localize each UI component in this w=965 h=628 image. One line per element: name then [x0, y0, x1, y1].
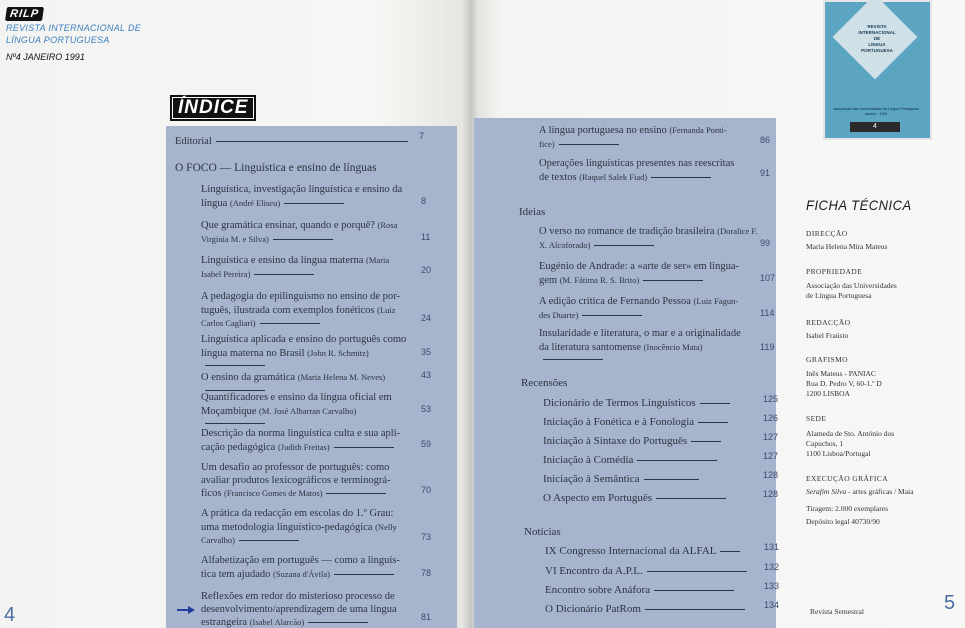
ficha-value: Alameda de Sto. António dos [806, 429, 895, 438]
masthead-line2: LÍNGUA PORTUGUESA [6, 35, 110, 45]
leader-line [691, 441, 721, 442]
toc-entry-line [201, 254, 416, 268]
page-number: 133 [764, 581, 780, 591]
cover-thumbnail [823, 0, 932, 140]
toc-entry-author: (Suzana d'Ávila) [273, 568, 331, 579]
toc-entry-author: (Nelly [375, 521, 397, 532]
toc-entry-line [201, 616, 416, 628]
leader-line [720, 551, 740, 552]
toc-entry-author: des Duarte) [539, 309, 579, 320]
leader-line [700, 403, 730, 404]
toc-entry-line [201, 334, 416, 347]
toc-entry-line [539, 138, 759, 152]
toc-entry-text: Dicionário de Termos Linguísticos [543, 397, 696, 409]
leader-line [543, 359, 603, 360]
ficha-value: Isabel Fraústo [806, 331, 849, 340]
toc-entry-author: Virgínia M. e Silva) [201, 233, 269, 244]
leader-line [559, 144, 619, 145]
page-number: 132 [764, 562, 780, 572]
leader-line [582, 315, 642, 316]
leader-line [334, 447, 394, 448]
toc-entry-text: Moçambique [201, 405, 257, 417]
ficha-value: de Língua Portuguesa [806, 291, 872, 300]
toc-entry-text: de textos [539, 171, 577, 183]
leader-line [644, 479, 699, 480]
toc-entry-line [201, 428, 416, 441]
toc-entry-line [201, 568, 416, 582]
ficha-value [806, 487, 913, 497]
toc-entry[interactable] [545, 603, 745, 616]
cover-title-line: LÍNGUA [868, 42, 886, 47]
cover-issue-number: 4 [850, 122, 900, 132]
toc-entry-line [201, 508, 416, 521]
toc-entry-author: Carvalho) [201, 535, 235, 545]
toc-entry-line [201, 405, 416, 431]
ficha-value: Associação das Universidades [806, 281, 897, 290]
toc-entry[interactable] [543, 416, 728, 429]
toc-entry-line [201, 487, 416, 501]
toc-entry-text: A prática da redacção em escolas do 1.º Grau: [201, 508, 394, 519]
toc-entry-line [201, 197, 416, 211]
toc-entry-text: Alfabetização em português — como a linguís- [201, 555, 400, 566]
toc-entry-line [201, 392, 416, 405]
toc-entry-author: (Doralice F. X. Alcoforado) [539, 226, 758, 250]
ficha-value: Rua D. Pedro V, 60-1.º D [806, 379, 882, 388]
toc-entry-author: (M. Fátima R. S. Brito) [559, 274, 640, 285]
ficha-value-italic: Serafim Silva [806, 487, 847, 496]
toc-entry-text: língua [201, 197, 228, 209]
toc-entry-line [201, 475, 416, 488]
section-foco: O FOCO — Linguística e ensino de línguas [175, 162, 377, 174]
page-number: 43 [421, 370, 432, 380]
toc-entry-author: (Raquel Salek Fiad) [579, 171, 648, 182]
page-number: 7 [419, 131, 425, 141]
toc-entry-text: tica tem ajudado [201, 568, 271, 580]
cover-title-line: REVISTA [867, 24, 887, 29]
toc-entry-text: Que gramática ensinar, quando e porquê? [201, 220, 375, 231]
toc-entry-text: avaliar produtos lexicográficos e terminográ- [201, 474, 391, 486]
toc-entry[interactable] [201, 555, 416, 581]
toc-entry-text: Iniciação à Fonética e à Fonologia [543, 416, 695, 428]
masthead [6, 4, 141, 62]
page-number: 127 [763, 451, 779, 461]
toc-entry-author: (Luiz [377, 304, 396, 315]
toc-entry-author: (Francisco Gomes de Matos) [224, 488, 323, 498]
periodicidade: Revista Semestral [810, 607, 864, 616]
ficha-heading: PROPRIEDADE [806, 267, 863, 276]
toc-entry-text: O ensino da gramática [201, 372, 296, 383]
toc-entry-line [539, 158, 759, 171]
toc-entry[interactable] [201, 392, 416, 431]
toc-entry-line [539, 309, 759, 323]
toc-entry-text: O Aspecto em Português [543, 492, 653, 504]
toc-entry-text: Descrição da norma linguística culta e sua apli- [201, 428, 401, 439]
toc-entry-line [201, 462, 416, 475]
ficha-value: 1200 LISBOA [806, 389, 850, 398]
toc-entry-text: uma metodologia linguístico-pedagógica [201, 521, 373, 533]
toc-entry-line [201, 291, 416, 304]
indice-heading: ÍNDICE [170, 95, 256, 121]
cover-title-line: DE [873, 36, 881, 41]
page-folio-left: 4 [4, 604, 16, 626]
leader-line [205, 365, 265, 366]
page-number: 59 [421, 439, 432, 449]
issue-info: Nº4 JANEIRO 1991 [6, 52, 85, 62]
toc-entry[interactable] [201, 254, 416, 281]
page-number: 81 [421, 612, 432, 622]
rilp-logo: RILP [5, 7, 44, 21]
leader-line [643, 280, 703, 281]
leader-line [216, 141, 408, 142]
leader-line [273, 239, 333, 240]
masthead-line1: REVISTA INTERNACIONAL DE [6, 23, 142, 33]
toc-entry-text: ficos [201, 488, 222, 499]
cover-title-line: INTERNACIONAL [858, 30, 896, 35]
leader-line [334, 574, 394, 575]
cover-title-line: PORTUGUESA [861, 48, 893, 53]
leader-line [594, 245, 654, 246]
ficha-value: Depósito legal 40730/90 [806, 517, 880, 526]
page-number: 99 [760, 238, 771, 248]
toc-entry-text: tuguês, ilustrada com exemplos fonéticos [201, 304, 375, 316]
toc-entry-line [201, 555, 416, 568]
page-number: 53 [421, 404, 432, 414]
section-ideias: Ideias [519, 206, 546, 218]
toc-entry-text: cação pedagógica [201, 441, 276, 453]
leader-line [308, 622, 368, 623]
toc-entry[interactable] [539, 158, 759, 184]
page-number: 107 [760, 273, 776, 283]
toc-entry-author: (Isabel Alarcão) [249, 617, 305, 627]
page-number: 126 [763, 413, 779, 423]
leader-line [239, 540, 299, 541]
toc-entry[interactable] [539, 261, 759, 287]
page-number: 119 [760, 342, 775, 352]
toc-entry-author: (Rosa [377, 220, 398, 230]
ficha-heading: SEDE [806, 414, 827, 423]
toc-entry[interactable] [201, 291, 416, 331]
toc-entry-author: (John R. Schmitz) [307, 347, 369, 358]
toc-entry[interactable] [539, 225, 759, 252]
toc-entry-text: O Dicionário PatRom [545, 603, 641, 615]
toc-entry-line [201, 233, 416, 247]
toc-entry-text: O verso no romance de tradição brasileira [539, 226, 715, 237]
toc-entry-author: (M. José Albarran Carvalho) [259, 405, 357, 416]
toc-entry-line [539, 274, 759, 288]
cover-title [845, 24, 909, 54]
ficha-heading: REDACÇÃO [806, 318, 851, 327]
toc-entry-line [539, 328, 759, 341]
toc-entry-line [201, 441, 416, 455]
toc-entry-text: A edição crítica de Fernando Pessoa [539, 296, 691, 307]
leader-line [205, 390, 265, 391]
toc-entry[interactable] [545, 545, 740, 558]
leader-line [205, 423, 265, 424]
toc-entry[interactable] [201, 334, 416, 373]
page-number: 131 [764, 542, 780, 552]
toc-entry-author: (Maria Helena M. Neves) [297, 372, 386, 382]
leader-line [647, 571, 747, 572]
ficha-value-rest: - artes gráficas / Maia [846, 487, 914, 496]
ficha-value: 1100 Lisboa/Portugal [806, 449, 871, 458]
toc-entry-line [539, 124, 759, 138]
ficha-value: Maria Helena Mira Mateus [806, 242, 888, 251]
toc-entry-text: VI Encontro da A.P.L. [545, 565, 643, 577]
cover-footer [831, 107, 921, 117]
toc-entry[interactable] [545, 584, 734, 597]
toc-entry[interactable] [201, 462, 416, 501]
toc-entry-text: gem [539, 274, 558, 286]
toc-entry-line [539, 261, 759, 274]
cover-footer-line: Janeiro · 1991 [864, 112, 888, 116]
toc-entry[interactable] [539, 295, 759, 322]
page-number: 24 [421, 313, 432, 323]
toc-entry-text: A pedagogia do epilinguismo no ensino de por- [201, 291, 400, 302]
toc-entry-text: da literatura santomense [539, 341, 642, 353]
toc-entry-line [201, 219, 416, 233]
page-number: 78 [421, 568, 432, 578]
cover-footer-line: Associação das Universidades de Língua Portuguesa [833, 107, 919, 111]
toc-entry-text: Iniciação à Sintaxe do Português [543, 435, 688, 447]
toc-entry-text: Linguística e ensino da língua materna [201, 255, 364, 266]
toc-entry-editorial[interactable] [175, 136, 408, 149]
toc-entry-title: Editorial [175, 136, 212, 147]
toc-entry-text: Um desafio ao professor de português: como [201, 462, 390, 473]
ficha-heading: EXECUÇÃO GRÁFICA [806, 474, 889, 483]
toc-entry-line [201, 268, 416, 282]
toc-entry-text: Encontro sobre Anáfora [545, 584, 651, 596]
page-number: 128 [763, 470, 779, 480]
page-number: 134 [764, 600, 780, 610]
toc-entry[interactable] [201, 508, 416, 548]
toc-entry-text: Iniciação à Comédia [543, 454, 634, 466]
toc-entry-line [201, 591, 416, 604]
toc-entry-line [201, 347, 416, 373]
toc-entry-text: Linguística, investigação linguística e ensino da [201, 184, 403, 195]
page-number: 70 [421, 485, 432, 495]
toc-entry-text: Operações linguísticas presentes nas reescritas [539, 158, 735, 169]
toc-entry[interactable] [543, 435, 721, 448]
toc-entry-author: (Inocêncio Mata) [643, 341, 703, 352]
leader-line [254, 274, 314, 275]
toc-entry-author: (Judith Freitas) [277, 441, 330, 452]
section-noticias: Notícias [524, 526, 561, 538]
leader-line [651, 177, 711, 178]
toc-entry-line [539, 341, 759, 367]
toc-entry[interactable] [201, 428, 416, 454]
toc-entry-author: Carlos Cagliari) [201, 318, 256, 328]
toc-entry-line [539, 171, 759, 185]
leader-line [656, 498, 726, 499]
toc-entry-line [201, 184, 416, 197]
toc-entry-text: Iniciação à Semântica [543, 473, 640, 485]
ficha-tecnica-title: FICHA TÉCNICA [806, 197, 912, 214]
ficha-value: Tiragem: 2.000 exemplares [806, 504, 888, 513]
toc-entry-author: (André Eliseu) [229, 197, 281, 208]
toc-entry-text: língua materna no Brasil [201, 347, 305, 359]
toc-entry-line [539, 225, 759, 252]
page-number: 128 [763, 489, 779, 499]
leader-line [260, 323, 320, 324]
toc-entry[interactable] [539, 328, 759, 367]
toc-entry[interactable] [543, 492, 726, 505]
page-number: 35 [421, 347, 432, 357]
ficha-value: Capuchos, 1 [806, 439, 844, 448]
toc-entry-text: IX Congresso Internacional da ALFAL [545, 545, 717, 557]
leader-line [637, 460, 717, 461]
toc-entry-text: estrangeira [201, 617, 248, 628]
toc-entry-line [201, 304, 416, 331]
toc-entry-author: (Luiz Fagun- [693, 296, 739, 306]
toc-entry[interactable] [539, 124, 759, 151]
toc-entry[interactable] [543, 454, 717, 467]
page-number: 127 [763, 432, 779, 442]
toc-entry[interactable] [543, 473, 699, 486]
toc-entry-line [201, 521, 416, 548]
toc-entry[interactable] [545, 565, 747, 578]
toc-entry-author: Isabel Pereira) [201, 268, 251, 279]
toc-entry[interactable] [201, 219, 416, 246]
page-number: 91 [760, 168, 771, 178]
toc-entry-text: Insularidade e literatura, o mar e a originalidade [539, 328, 741, 339]
page-number: 8 [421, 196, 427, 206]
toc-entry-author: (Fernanda Ponti- [669, 125, 727, 135]
page-number: 114 [760, 308, 775, 318]
page-number: 125 [763, 394, 779, 404]
toc-entry-author: fice) [539, 138, 555, 149]
leader-line [654, 590, 734, 591]
leader-line [284, 203, 344, 204]
leader-line [698, 422, 728, 423]
toc-entry-text: Linguística aplicada e ensino do português como [201, 334, 407, 345]
toc-entry-line [201, 604, 416, 617]
leader-line [645, 609, 745, 610]
toc-entry-text: Reflexões em redor do misterioso processo de [201, 591, 395, 602]
toc-entry[interactable] [201, 591, 416, 628]
ficha-heading: GRAFISMO [806, 355, 848, 364]
ficha-heading: DIRECÇÃO [806, 229, 848, 238]
ficha-value: Inês Mateus - PANIAC [806, 369, 876, 378]
arrow-icon [176, 605, 196, 615]
page-number: 86 [760, 135, 771, 145]
page-number: 20 [421, 265, 432, 275]
section-recensoes: Recensões [521, 377, 568, 389]
toc-entry[interactable] [201, 184, 416, 210]
toc-entry-line [539, 295, 759, 309]
toc-entry[interactable] [543, 397, 730, 410]
toc-entry-author: (Maria [366, 255, 390, 265]
toc-entry-text: Eugénio de Andrade: a «arte de ser» em lingua- [539, 261, 740, 272]
page-folio-right: 5 [944, 592, 956, 614]
page-number: 73 [421, 532, 432, 542]
toc-entry-text: desenvolvimento/aprendizagem de uma língua [201, 603, 397, 615]
leader-line [326, 493, 386, 494]
toc-entry-text: A língua portuguesa no ensino [539, 125, 667, 136]
page-number: 11 [421, 232, 431, 242]
toc-entry-text: Quantificadores e ensino da língua oficial em [201, 392, 392, 403]
